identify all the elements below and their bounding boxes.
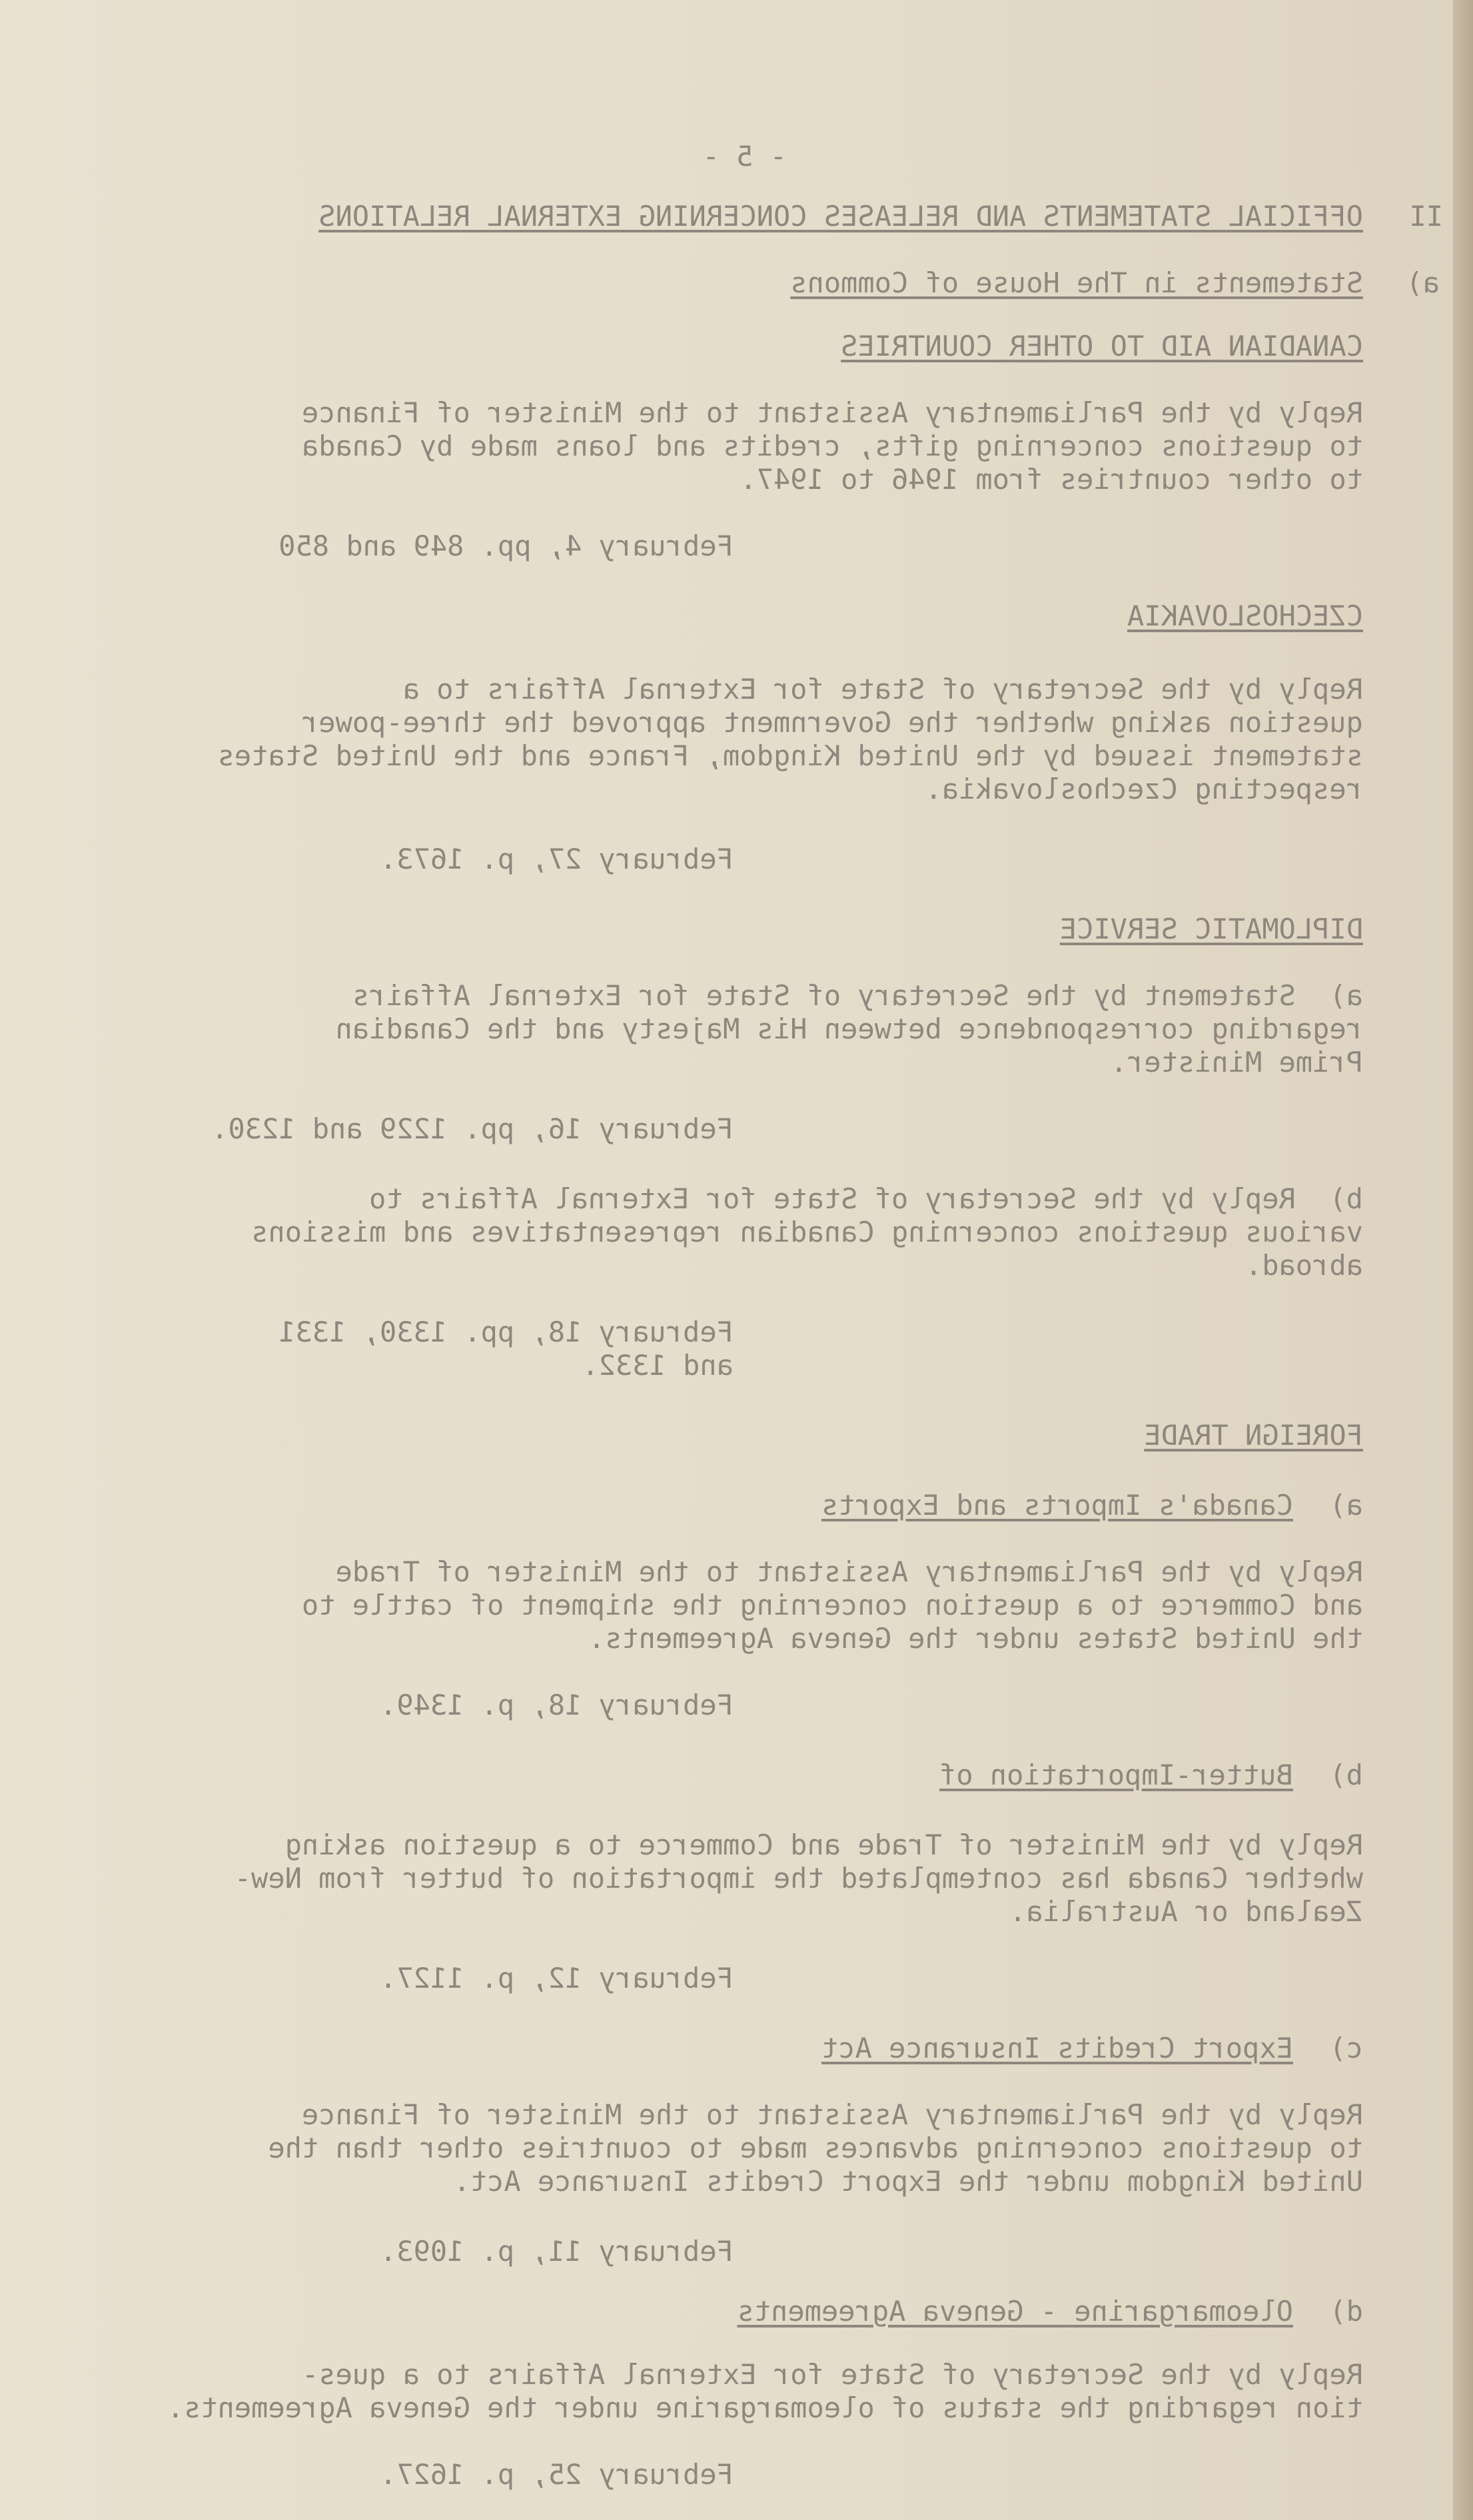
trade-a-title: Canada's Imports and Exports [821,1489,1293,1521]
trade-b-line-2: whether Canada has contemplated the importation of butter from New- [234,1862,1363,1894]
trade-d-line-1: Reply by the Secretary of State for External Affairs to a ques- [301,2358,1363,2391]
trade-b-line-1: Reply by the Minister of Trade and Commerce to a question asking [284,1829,1363,1861]
heading-canadian-aid: CANADIAN AID TO OTHER COUNTRIES [841,330,1363,362]
trade-c-line-2: to questions concerning advances made to countries other than the [268,2132,1363,2164]
trade-b-label: b) [1329,1759,1363,1791]
section-title: OFFICIAL STATEMENTS AND RELEASES CONCERNING EXTERNAL RELATIONS [318,200,1363,232]
trade-c-ref: February 11, p. 1093. [379,2235,734,2268]
canadian-aid-line-2: to questions concerning gifts, credits and loans made by Canada [301,430,1363,462]
czechoslovakia-ref: February 27, p. 1673. [379,843,734,875]
czechoslovakia-line-3: statement issued by the United Kingdom, France and the United States [217,739,1363,772]
canadian-aid-ref: February 4, pp. 849 and 850 [278,530,734,562]
subsection-label: a) [1406,266,1440,299]
trade-d-ref: February 25, p. 1627. [379,2458,734,2491]
canadian-aid-line-3: to other countries from 1946 to 1947. [739,463,1363,496]
page-number: - 5 - [702,140,787,173]
diplomatic-b-line-2: various questions concerning Canadian representatives and missions [251,1216,1363,1248]
diplomatic-b-line-3: abroad. [1244,1249,1363,1282]
trade-a-line-3: the United States under the Geneva Agreements. [588,1622,1363,1655]
diplomatic-a-line-1: a) Statement by the Secretary of State for External Affairs [352,979,1363,1012]
trade-c-line-1: Reply by the Parliamentary Assistant to the Minister of Finance [301,2098,1363,2131]
diplomatic-b-ref-2: and 1332. [582,1349,734,1382]
diplomatic-a-line-2: regarding correspondence between His Majesty and the Canadian [335,1013,1363,1045]
heading-foreign-trade: FOREIGN TRADE [1144,1419,1363,1452]
trade-b-ref: February 12, p. 1127. [379,1962,734,1994]
heading-diplomatic-service: DIPLOMATIC SERVICE [1059,913,1363,945]
trade-b-title: Butter-Importation of [939,1759,1293,1791]
diplomatic-a-line-3: Prime Minister. [1110,1046,1363,1078]
trade-a-line-2: and Commerce to a question concerning the shipment of cattle to [301,1589,1363,1621]
section-numeral: II [1409,200,1443,232]
canadian-aid-line-1: Reply by the Parliamentary Assistant to the Minister of Finance [301,396,1363,429]
trade-b-line-3: Zealand or Australia. [1009,1895,1363,1928]
subsection-title: Statements in The House of Commons [790,266,1363,299]
trade-c-line-3: United Kingdom under the Export Credits Insurance Act. [453,2165,1363,2198]
heading-czechoslovakia: CZECHOSLOVAKIA [1127,600,1363,632]
trade-c-title: Export Credits Insurance Act [821,2032,1293,2064]
trade-c-label: c) [1329,2032,1363,2064]
trade-d-title: Oleomargarine - Geneva Agreements [737,2295,1293,2327]
trade-a-line-1: Reply by the Parliamentary Assistant to the Minister of Trade [335,1555,1363,1588]
diplomatic-b-ref-1: February 18, pp. 1330, 1331 [278,1316,734,1348]
trade-d-label: d) [1329,2295,1363,2327]
czechoslovakia-line-2: question asking whether the Government approved the three-power [301,706,1363,739]
czechoslovakia-line-1: Reply by the Secretary of State for External Affairs to a [402,673,1363,705]
diplomatic-b-line-1: b) Reply by the Secretary of State for External Affairs to [369,1182,1363,1215]
diplomatic-a-ref: February 16, pp. 1229 and 1230. [211,1112,734,1145]
trade-d-line-2: tion regarding the status of oleomargarine under the Geneva Agreements. [167,2391,1363,2424]
trade-a-label: a) [1329,1489,1363,1521]
trade-a-ref: February 18, p. 1349. [379,1689,734,1721]
czechoslovakia-line-4: respecting Czechoslovakia. [925,773,1363,805]
